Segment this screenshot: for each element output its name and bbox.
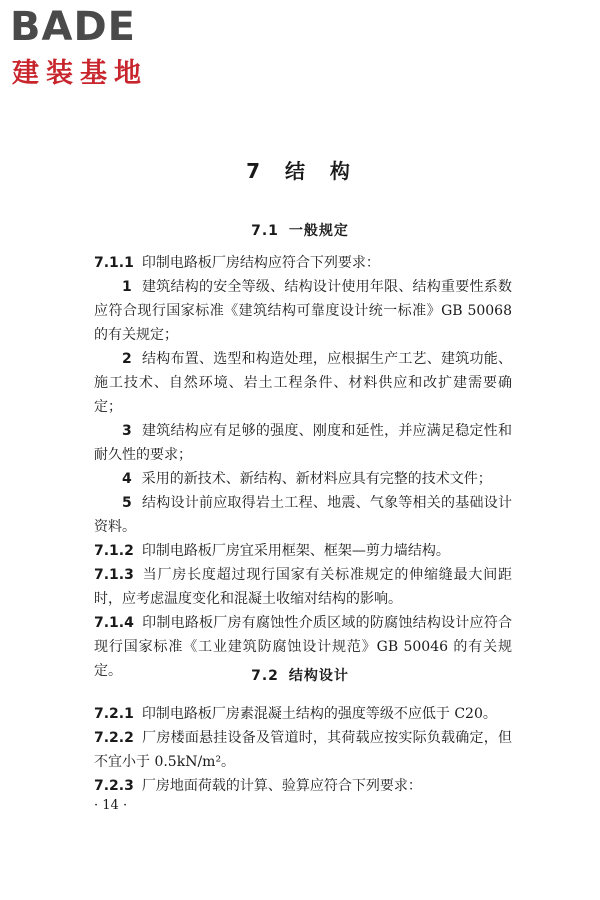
section-7-1-body [94, 251, 512, 683]
clause-text: 印制电路板厂房结构应符合下列要求： [141, 255, 380, 271]
list-item [94, 347, 512, 419]
clause-number: 7.1.2 [94, 543, 134, 559]
clause-text: 当厂房长度超过现行国家有关标准规定的伸缩缝最大间距时，应考虑温度变化和混凝土收缩对结构的影响。 [94, 567, 512, 607]
section-number: 7.2 [251, 668, 279, 684]
clause-text: 印制电路板厂房素混凝土结构的强度等级不应低于 C20。 [141, 706, 497, 722]
section-number: 7.1 [251, 223, 279, 239]
section-heading-7-1 [0, 220, 600, 240]
clause-number: 7.2.3 [94, 778, 134, 794]
clause-text: 印制电路板厂房宜采用框架、框架—剪力墙结构。 [141, 543, 450, 559]
list-item [94, 275, 512, 347]
clause-number: 7.1.1 [94, 255, 134, 271]
item-number: 4 [122, 471, 132, 487]
clause-7-1-3 [94, 563, 512, 611]
clause-7-1-2 [94, 539, 512, 563]
list-item [94, 419, 512, 467]
clause-7-2-3 [94, 774, 512, 798]
item-number: 1 [122, 279, 132, 295]
clause-text: 厂房楼面悬挂设备及管道时，其荷载应按实际负载确定，但不宜小于 0.5kN/m²。 [94, 730, 512, 770]
item-number: 3 [122, 423, 132, 439]
clause-number: 7.2.2 [94, 730, 134, 746]
chapter-title: 7 结 构 [246, 159, 354, 183]
section-title-text: 一般规定 [288, 223, 349, 239]
item-text: 结构设计前应取得岩土工程、地震、气象等相关的基础设计资料。 [94, 495, 512, 535]
list-item [94, 467, 512, 491]
section-title-text: 结构设计 [288, 668, 349, 684]
clause-number: 7.1.3 [94, 567, 134, 583]
item-text: 结构布置、选型和构造处理，应根据生产工艺、建筑功能、施工技术、自然环境、岩土工程条件、材料供应和改扩建需要确定； [94, 351, 512, 415]
logo-wordmark: BADE [10, 4, 136, 50]
clause-7-1-1 [94, 251, 512, 275]
item-number: 5 [122, 495, 132, 511]
item-text: 采用的新技术、新结构、新材料应具有完整的技术文件； [141, 471, 492, 487]
item-number: 2 [122, 351, 132, 367]
clause-text: 厂房地面荷载的计算、验算应符合下列要求： [141, 778, 422, 794]
bade-logo [10, 4, 180, 94]
clause-number: 7.2.1 [94, 706, 134, 722]
clause-7-2-1 [94, 702, 512, 726]
clause-text: 印制电路板厂房有腐蚀性介质区域的防腐蚀结构设计应符合现行国家标准《工业建筑防腐蚀设计规范》GB 50046 的有关规定。 [94, 615, 512, 679]
clause-7-2-2 [94, 726, 512, 774]
list-item [94, 491, 512, 539]
section-heading-7-2 [0, 665, 600, 685]
item-text: 建筑结构应有足够的强度、刚度和延性，并应满足稳定性和耐久性的要求； [94, 423, 512, 463]
section-7-2-body [94, 702, 512, 798]
page-number: · 14 · [94, 798, 128, 813]
item-text: 建筑结构的安全等级、结构设计使用年限、结构重要性系数应符合现行国家标准《建筑结构可靠度设计统一标准》GB 50068 的有关规定； [94, 279, 512, 343]
logo-subtitle: 建装基地 [12, 58, 148, 89]
clause-number: 7.1.4 [94, 615, 134, 631]
